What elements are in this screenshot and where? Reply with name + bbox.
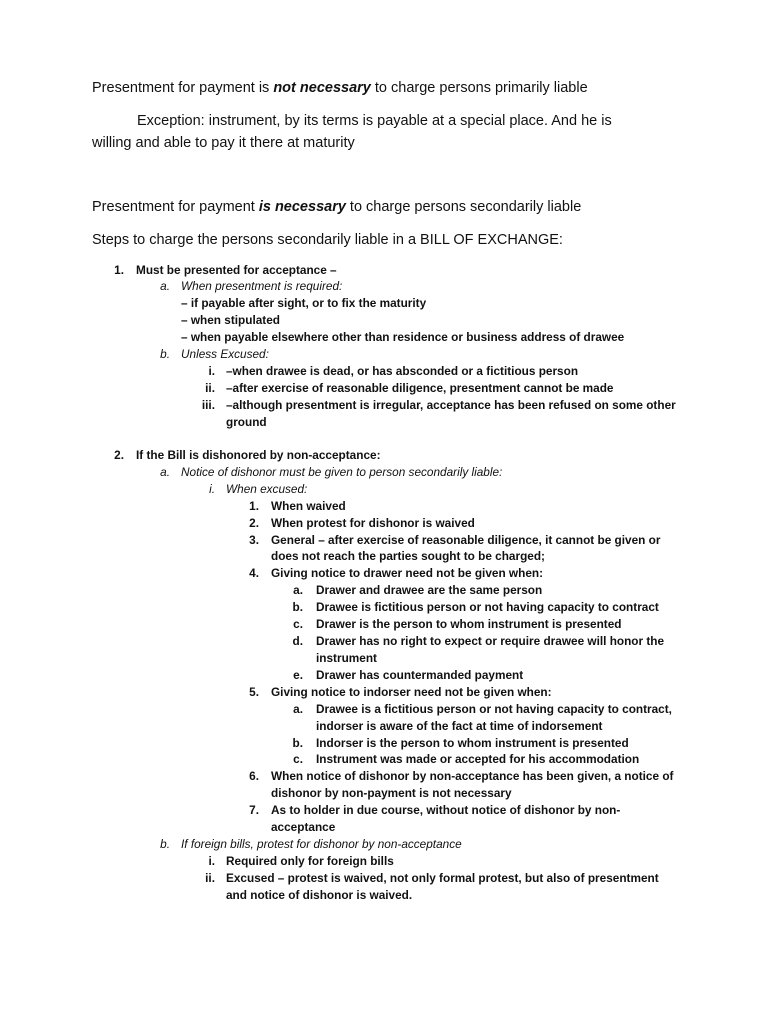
- list-item-text: Notice of dishonor must be given to person secondarily liable:: [181, 465, 503, 479]
- list-item-text: ground: [226, 415, 267, 429]
- list-item-text: When protest for dishonor is waived: [271, 516, 475, 530]
- primary-liability-line: [92, 80, 588, 96]
- list-number: 2.: [114, 448, 124, 462]
- exception-line-2: willing and able to pay it there at maturity: [92, 135, 355, 151]
- list-item-text: instrument: [316, 651, 377, 665]
- emphasis: is necessary: [258, 199, 346, 215]
- list-item-text: Drawer is the person to whom instrument is presented: [316, 617, 622, 631]
- list-number: 1.: [114, 263, 124, 277]
- list-letter: c.: [293, 752, 303, 766]
- list-item-text: Drawee is a fictitious person or not having capacity to contract,: [316, 702, 672, 716]
- list-letter: b.: [160, 347, 170, 361]
- list-item-title: If the Bill is dishonored by non-acceptance:: [136, 448, 381, 462]
- list-letter: a.: [160, 465, 170, 479]
- list-item-text: Giving notice to indorser need not be given when:: [271, 685, 552, 699]
- list-item-text: Excused – protest is waived, not only formal protest, but also of presentment: [226, 871, 659, 885]
- list-item-text: Drawer and drawee are the same person: [316, 583, 543, 597]
- list-roman: i.: [208, 854, 215, 868]
- list-item-text: –after exercise of reasonable diligence, presentment cannot be made: [226, 381, 614, 395]
- list-roman: iii.: [201, 398, 215, 412]
- list-item-text: indorser is aware of the fact at time of indorsement: [316, 719, 603, 733]
- exception-line-1: Exception: instrument, by its terms is payable at a special place. And he is: [137, 113, 612, 129]
- list-letter: b.: [292, 600, 303, 614]
- text: to charge persons secondarily liable: [345, 199, 582, 215]
- list-item-text: When excused:: [226, 482, 308, 496]
- list-item-text: –when drawee is dead, or has absconded or a fictitious person: [226, 364, 579, 378]
- list-item-text: Required only for foreign bills: [226, 854, 394, 868]
- list-item-text: When notice of dishonor by non-acceptance has been given, a notice of: [271, 769, 674, 783]
- list-roman: ii.: [205, 871, 215, 885]
- list-letter: c.: [293, 617, 303, 631]
- list-item-text: Drawee is fictitious person or not having capacity to contract: [316, 600, 659, 614]
- secondary-liability-line: [92, 199, 581, 215]
- list-letter: a.: [293, 583, 303, 597]
- list-item-text: – when stipulated: [181, 313, 280, 327]
- list-item-text: – if payable after sight, or to fix the maturity: [181, 296, 427, 310]
- list-letter: e.: [293, 668, 303, 682]
- list-roman: i.: [208, 364, 215, 378]
- emphasis: not necessary: [273, 80, 371, 96]
- list-item-text: Instrument was made or accepted for his accommodation: [316, 752, 640, 766]
- list-item-text: Drawer has countermanded payment: [316, 668, 524, 682]
- list-number: 6.: [249, 769, 259, 783]
- text: Presentment for payment: [92, 199, 259, 215]
- list-letter: b.: [292, 736, 303, 750]
- list-roman: ii.: [205, 381, 215, 395]
- list-letter: d.: [292, 634, 303, 648]
- list-item-title: Must be presented for acceptance –: [136, 263, 337, 277]
- list-item-text: Unless Excused:: [181, 347, 269, 361]
- list-item-text: and notice of dishonor is waived.: [226, 888, 413, 902]
- list-item-text: Indorser is the person to whom instrument is presented: [316, 736, 629, 750]
- list-item-text: When presentment is required:: [181, 279, 343, 293]
- list-item-text: does not reach the parties sought to be charged;: [271, 549, 545, 563]
- list-item-text: General – after exercise of reasonable diligence, it cannot be given or: [271, 533, 661, 547]
- list-number: 1.: [249, 499, 259, 513]
- list-item-text: Giving notice to drawer need not be given when:: [271, 566, 544, 580]
- list-item-text: dishonor by non-payment is not necessary: [271, 786, 512, 800]
- list-item-text: Drawer has no right to expect or require drawee will honor the: [316, 634, 665, 648]
- list-item-text: If foreign bills, protest for dishonor by non-acceptance: [181, 837, 462, 851]
- list-number: 5.: [249, 685, 259, 699]
- list-number: 2.: [249, 516, 259, 530]
- list-letter: a.: [160, 279, 170, 293]
- steps-heading: Steps to charge the persons secondarily liable in a BILL OF EXCHANGE:: [92, 232, 563, 248]
- list-item-text: acceptance: [271, 820, 336, 834]
- text: to charge persons primarily liable: [370, 80, 588, 96]
- list-item-text: When waived: [271, 499, 346, 513]
- list-letter: a.: [293, 702, 303, 716]
- list-number: 7.: [249, 803, 259, 817]
- text: Presentment for payment is: [92, 80, 274, 96]
- list-item-text: –although presentment is irregular, acceptance has been refused on some other: [226, 398, 676, 412]
- list-number: 4.: [249, 566, 259, 580]
- list-item-text: – when payable elsewhere other than residence or business address of drawee: [181, 330, 625, 344]
- list-number: 3.: [249, 533, 259, 547]
- list-letter: b.: [160, 837, 170, 851]
- list-item-text: As to holder in due course, without notice of dishonor by non-: [271, 803, 621, 817]
- list-roman: i.: [209, 482, 215, 496]
